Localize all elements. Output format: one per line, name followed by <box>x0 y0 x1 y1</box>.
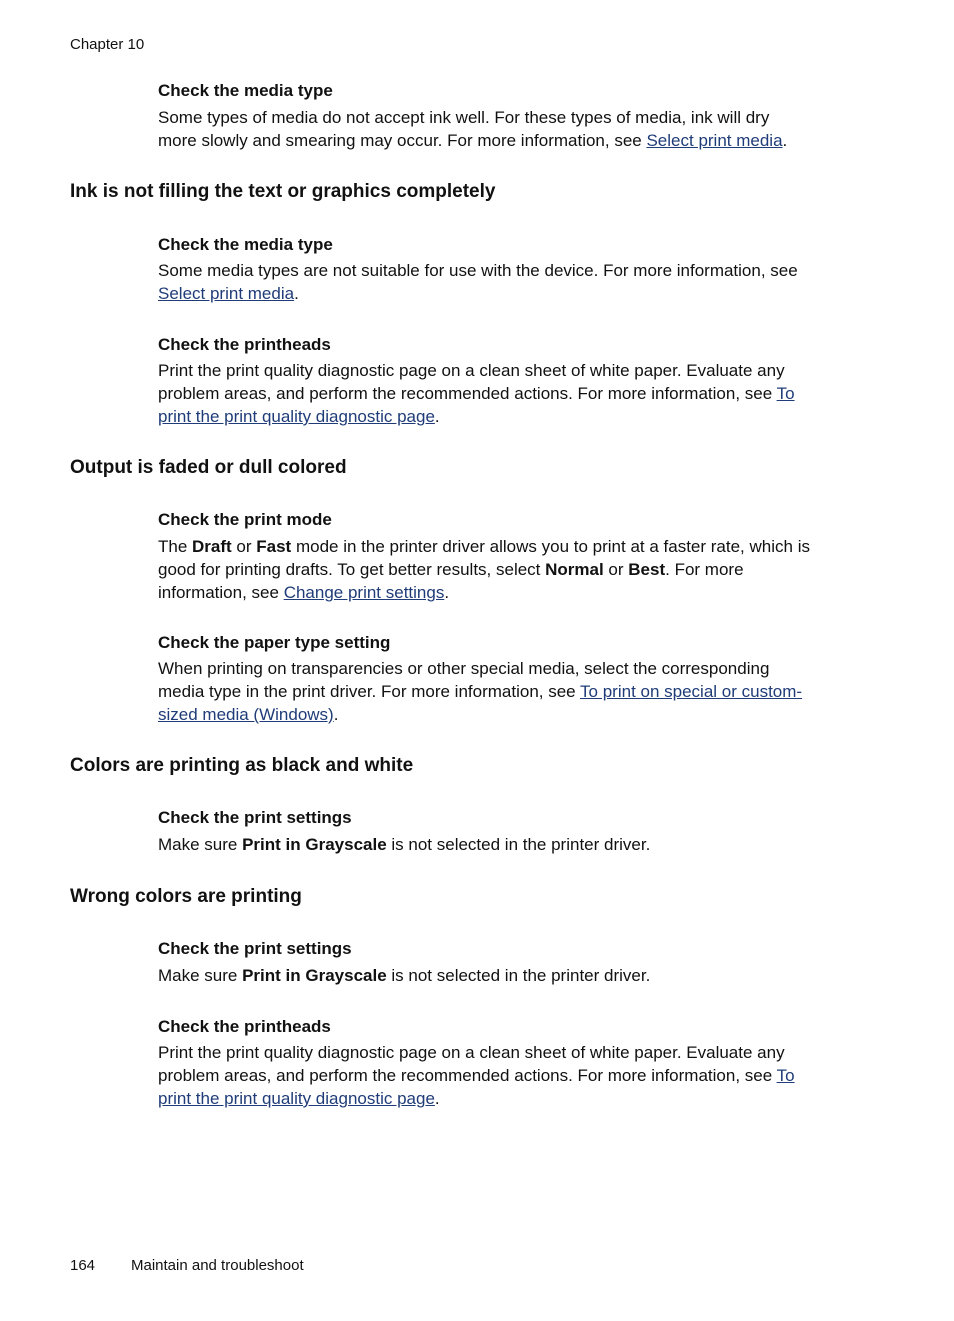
text: Make sure <box>158 835 243 854</box>
text: . <box>444 583 450 602</box>
bold-term-grayscale: Print in Grayscale <box>242 966 387 985</box>
bold-term-grayscale: Print in Grayscale <box>242 835 387 854</box>
text: Some types of media do not accept ink well. For these types of media, ink will dry <box>158 108 770 127</box>
bold-term-draft: Draft <box>192 537 232 556</box>
chapter-header: Chapter 10 <box>70 36 145 53</box>
text: information, see <box>158 583 284 602</box>
subheading-check-media-type: Check the media type <box>158 235 333 254</box>
link-special-media[interactable]: sized media (Windows) <box>158 705 334 724</box>
section-heading-ink-not-filling: Ink is not filling the text or graphics completely <box>70 181 496 202</box>
text: or <box>603 560 629 579</box>
subheading-check-print-settings: Check the print settings <box>158 808 352 827</box>
link-change-print-settings[interactable]: Change print settings <box>283 583 445 602</box>
text: good for printing drafts. To get better results, select <box>158 560 546 579</box>
paragraph <box>158 964 868 987</box>
page-number: 164 <box>70 1257 96 1274</box>
section-heading-output-faded: Output is faded or dull colored <box>70 457 347 478</box>
subheading-check-print-settings: Check the print settings <box>158 939 352 958</box>
section-heading-wrong-colors: Wrong colors are printing <box>70 886 302 907</box>
text: . <box>782 131 788 150</box>
paragraph <box>158 535 868 604</box>
text: The <box>158 537 193 556</box>
text: mode in the printer driver allows you to print at a faster rate, which is <box>291 537 810 556</box>
text: media type in the print driver. For more information, see <box>158 682 581 701</box>
link-diagnostic-page[interactable]: print the print quality diagnostic page <box>158 1089 435 1108</box>
link-diagnostic-page[interactable]: To <box>776 1066 795 1085</box>
bold-term-best: Best <box>628 560 666 579</box>
text: problem areas, and perform the recommended actions. For more information, see <box>158 384 777 403</box>
subheading-check-print-mode: Check the print mode <box>158 510 332 529</box>
text: Make sure <box>158 966 243 985</box>
bold-term-normal: Normal <box>545 560 604 579</box>
text: Some media types are not suitable for use with the device. For more information, see <box>158 261 798 280</box>
text: . <box>333 705 339 724</box>
paragraph <box>158 359 868 428</box>
link-special-media[interactable]: To print on special or custom- <box>580 682 803 701</box>
text: . <box>434 1089 440 1108</box>
link-diagnostic-page[interactable]: To <box>776 384 795 403</box>
text: Print the print quality diagnostic page on a clean sheet of white paper. Evaluate any <box>158 361 785 380</box>
footer-section-title: Maintain and troubleshoot <box>131 1257 304 1274</box>
text: . <box>294 284 299 303</box>
paragraph <box>158 1041 868 1110</box>
link-select-print-media[interactable]: Select print media <box>158 284 295 303</box>
section-heading-colors-black-white: Colors are printing as black and white <box>70 755 414 776</box>
text: or <box>231 537 257 556</box>
bold-term-fast: Fast <box>256 537 292 556</box>
subheading-check-media-type: Check the media type <box>158 81 333 100</box>
text: problem areas, and perform the recommended actions. For more information, see <box>158 1066 777 1085</box>
text: is not selected in the printer driver. <box>386 966 651 985</box>
text: more slowly and smearing may occur. For more information, see <box>158 131 647 150</box>
subheading-check-printheads: Check the printheads <box>158 335 331 354</box>
text: is not selected in the printer driver. <box>386 835 651 854</box>
text: When printing on transparencies or other special media, select the corresponding <box>158 659 770 678</box>
text: . For more <box>665 560 744 579</box>
text: Print the print quality diagnostic page on a clean sheet of white paper. Evaluate any <box>158 1043 785 1062</box>
paragraph <box>158 657 868 726</box>
text: . <box>434 407 440 426</box>
paragraph <box>158 833 868 856</box>
paragraph <box>158 259 868 305</box>
subheading-check-printheads: Check the printheads <box>158 1017 331 1036</box>
link-select-print-media[interactable]: Select print media <box>646 131 783 150</box>
link-diagnostic-page[interactable]: print the print quality diagnostic page <box>158 407 435 426</box>
paragraph <box>158 106 868 152</box>
subheading-check-paper-type: Check the paper type setting <box>158 633 391 652</box>
